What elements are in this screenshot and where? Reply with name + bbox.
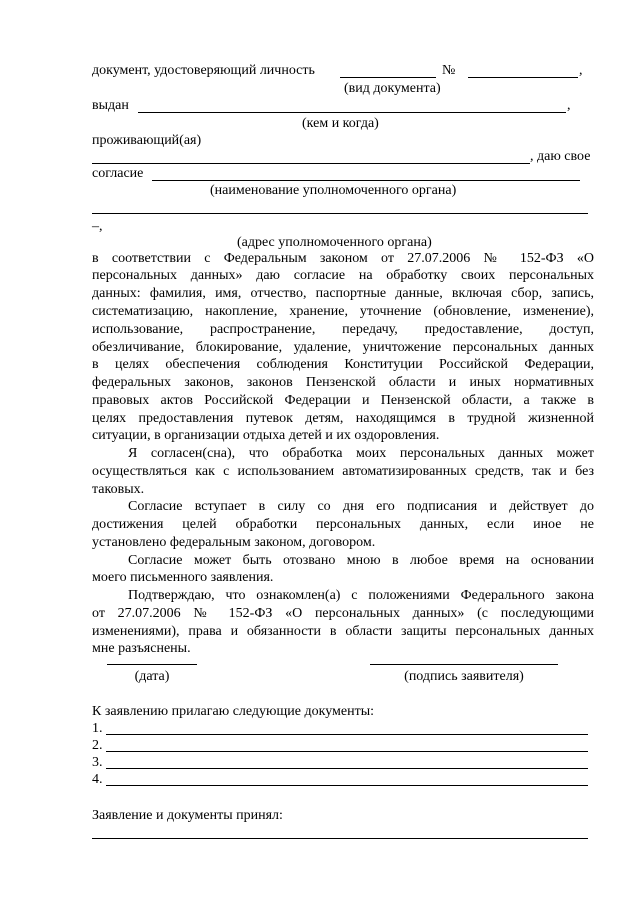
paragraph-line: Подтверждаю, что ознакомлен(а) с положениями Федерального закона [128, 588, 594, 603]
authority-caption: (наименование уполномоченного органа) [210, 183, 457, 198]
attachment-number: 4. [92, 772, 103, 787]
comma: , [579, 63, 583, 78]
paragraph-line: осуществляться как с использованием автоматизированных средств, так и без [92, 464, 594, 479]
attachment-number: 1. [92, 721, 103, 736]
paragraph-line: данных: фамилия, имя, отчество, паспортные данные, включая сбор, запись, [92, 286, 594, 301]
attachments-heading: К заявлению прилагаю следующие документы: [92, 704, 375, 719]
doc-kind-caption: (вид документа) [344, 81, 441, 96]
paragraph-line: ситуации, в организации отдыха детей и их оздоровления. [92, 428, 440, 443]
issued-label: выдан [92, 98, 129, 113]
paragraph-line: установлено федеральным законом, договором. [92, 535, 376, 550]
consent-label: согласие [92, 166, 144, 181]
paragraph-line: Согласие может быть отозвано мною в любое время на основании [128, 553, 594, 568]
accepted-by-field[interactable] [92, 838, 588, 839]
dash-text: –, [92, 219, 103, 234]
attachment-number: 2. [92, 738, 103, 753]
authority-name-field[interactable] [152, 180, 580, 181]
date-field[interactable] [107, 664, 197, 665]
date-caption: (дата) [134, 669, 170, 684]
authority-address-field[interactable] [92, 213, 588, 214]
paragraph-line: Согласие вступает в силу со дня его подписания и действует до [128, 499, 594, 514]
issued-caption: (кем и когда) [302, 116, 379, 131]
paragraph-line: персональных данных» даю согласие на обработку своих персональных [92, 268, 594, 283]
paragraph-line: правовых актов Российской Федерации и Пензенской области, а также в [92, 393, 594, 408]
paragraph-line: обезличивание, блокирование, удаление, уничтожение персональных данных [92, 340, 594, 355]
paragraph-line: моего письменного заявления. [92, 570, 274, 585]
number-sign: № [442, 63, 456, 78]
residing-label: проживающий(ая) [92, 133, 202, 148]
attachment-field[interactable] [106, 768, 588, 769]
accepted-label: Заявление и документы принял: [92, 808, 283, 823]
document-label: документ, удостоверяющий личность [92, 63, 315, 78]
address-caption: (адрес уполномоченного органа) [237, 235, 432, 250]
attachment-field[interactable] [106, 785, 588, 786]
paragraph-line: целях предоставления путевок детям, находящимся в трудной жизненной [92, 411, 594, 426]
paragraph-line: Я согласен(сна), что обработка моих персональных данных может [128, 446, 594, 461]
signature-caption: (подпись заявителя) [404, 669, 524, 684]
paragraph-line: федеральных законов, законов Пензенской области и иных нормативных [92, 375, 594, 390]
attachment-field[interactable] [106, 734, 588, 735]
paragraph-line: в соответствии с Федеральным законом от 27.07.2006 № 152-ФЗ «О [92, 251, 594, 266]
attachment-field[interactable] [106, 751, 588, 752]
issued-by-field[interactable] [138, 112, 566, 113]
doc-kind-field[interactable] [340, 77, 436, 78]
attachment-number: 3. [92, 755, 103, 770]
paragraph-line: достижения целей обработки персональных данных, если иное не [92, 517, 594, 532]
paragraph-line: таковых. [92, 482, 145, 497]
paragraph-line: изменениями), права и обязанности в области защиты персональных данных [92, 624, 594, 639]
paragraph-line: использование, распространение, передачу, предоставление, доступ, [92, 322, 594, 337]
address-field[interactable] [92, 163, 530, 164]
comma: , [567, 98, 571, 113]
paragraph-line: в целях обеспечения соблюдения Конституции Российской Федерации, [92, 357, 594, 372]
doc-number-field[interactable] [468, 77, 578, 78]
paragraph-line: от 27.07.2006 № 152-ФЗ «О персональных данных» (с последующими [92, 606, 594, 621]
paragraph-line: мне разъяснены. [92, 641, 191, 656]
give-my-text: , даю свое [530, 149, 591, 164]
paragraph-line: систематизацию, накопление, хранение, уточнение (обновление, изменение), [92, 304, 594, 319]
signature-field[interactable] [370, 664, 558, 665]
